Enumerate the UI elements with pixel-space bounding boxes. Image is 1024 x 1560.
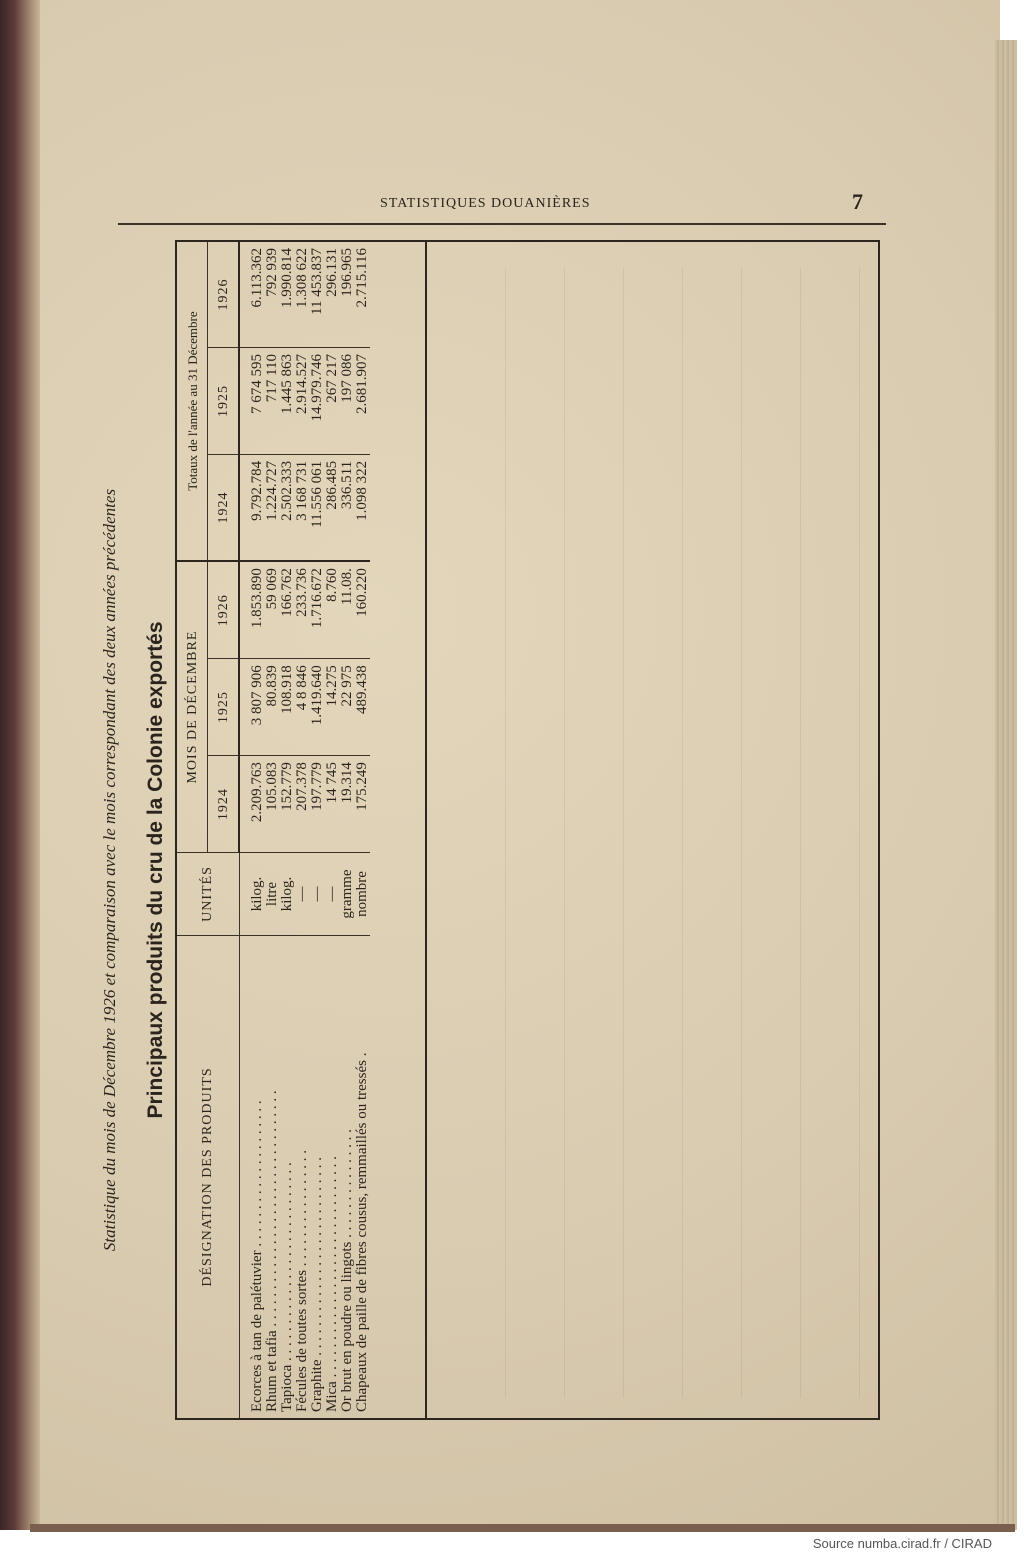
cell-totaux-1926: 1.990.814 — [279, 248, 295, 308]
cell-designation: Fécules de toutes sortes . . . . . . . . . . . . . . . . — [295, 936, 310, 1419]
table-bottom-rule — [425, 242, 427, 1418]
cell-mois-1925: 22 975 — [340, 659, 355, 756]
cell-totaux-1924: 1.224.727 — [265, 454, 280, 561]
cell-totaux-1926: 296.131 — [324, 248, 340, 297]
cell-designation: Graphite . . . . . . . . . . . . . . . . . . . . . . . . . . . — [310, 936, 325, 1419]
cell-totaux-1925: 717 110 — [265, 348, 280, 455]
running-head: STATISTIQUES DOUANIÈRES — [380, 196, 591, 211]
table-row — [325, 242, 340, 1418]
cell-designation: Mica . . . . . . . . . . . . . . . . . . . . . . . . . . . . . . — [325, 936, 340, 1419]
cell-totaux-1926: 1.308 622 — [294, 248, 310, 308]
col-mois-1925: 1925 — [208, 659, 240, 756]
col-totaux: Totaux de l'année au 31 Décembre — [177, 242, 208, 561]
cell-mois-1925: 80.839 — [265, 659, 280, 756]
cell-mois-1924: 197.779 — [310, 756, 325, 853]
cell-totaux-1924: 286.485 — [325, 454, 340, 561]
cell-totaux-1926: 196.965 — [339, 248, 355, 297]
cell-mois-1925: 4 8 846 — [295, 659, 310, 756]
cell-totaux-1925: 2.681.907 — [355, 348, 370, 455]
page-number: 7 — [852, 189, 863, 214]
cell-mois-1924: 19.314 — [340, 756, 355, 853]
table-row — [280, 242, 295, 1418]
table-row — [295, 242, 310, 1418]
cell-unit: — — [295, 853, 310, 936]
cell-mois-1925: 14.275 — [325, 659, 340, 756]
cell-mois-1925: 1.419.640 — [310, 659, 325, 756]
col-mois-1924: 1924 — [208, 756, 240, 853]
table-row — [355, 242, 370, 1418]
cell-mois-1926: 59 069 — [265, 561, 280, 659]
cell-totaux-1926: 11 453.837 — [309, 248, 325, 315]
cell-mois-1926: 1.716.672 — [310, 561, 325, 659]
bleed-through-lines — [447, 268, 867, 1398]
table-title: Principaux produits du cru de la Colonie exportés — [144, 621, 167, 1119]
cell-unit: kilog. — [280, 853, 295, 936]
cell-totaux-1924: 3 168 731 — [295, 454, 310, 561]
cell-totaux-1926: 792 939 — [264, 248, 280, 297]
cell-mois-1924: 105.083 — [265, 756, 280, 853]
cell-unit: — — [310, 853, 325, 936]
cell-totaux-1925: 197 086 — [340, 348, 355, 455]
col-mois: MOIS DE DÉCEMBRE — [177, 561, 208, 852]
source-credit: Source numba.cirad.fr / CIRAD — [812, 1536, 992, 1551]
cell-totaux-1924: 1.098 322 — [355, 454, 370, 561]
col-unites: UNITÉS — [177, 853, 239, 936]
cell-mois-1925: 489.438 — [355, 659, 370, 756]
cell-unit: nombre — [355, 853, 370, 936]
cell-totaux-1925: 267 217 — [325, 348, 340, 455]
cell-unit: litre — [265, 853, 280, 936]
col-mois-1926: 1926 — [208, 561, 240, 659]
cell-mois-1926: 166.762 — [280, 561, 295, 659]
header-rule — [118, 223, 886, 225]
cell-unit: gramme — [340, 853, 355, 936]
cell-designation: Or brut en poudre ou lingots . . . . . . . . . . . . . . . — [340, 936, 355, 1419]
cell-mois-1926: 8.760 — [325, 561, 340, 659]
rotated-table-block — [100, 240, 880, 1420]
book-spine — [0, 0, 40, 1530]
cell-totaux-1924: 2.502.333 — [280, 454, 295, 561]
cell-mois-1925: 108.918 — [280, 659, 295, 756]
table-frame — [175, 240, 880, 1420]
col-designation: DÉSIGNATION DES PRODUITS — [177, 936, 239, 1419]
col-totaux-1925: 1925 — [208, 348, 240, 455]
cell-mois-1925: 3 807 906 — [239, 659, 265, 756]
cell-totaux-1924: 336.511 — [340, 454, 355, 561]
cell-unit: — — [325, 853, 340, 936]
col-totaux-1924: 1924 — [208, 454, 240, 561]
table-row — [265, 242, 280, 1418]
table-row — [239, 242, 265, 1418]
cell-totaux-1925: 1.445 863 — [280, 348, 295, 455]
cell-mois-1926: 233.736 — [295, 561, 310, 659]
cell-totaux-1926: 2.715.116 — [354, 248, 370, 308]
cell-mois-1926: 160.220 — [355, 561, 370, 659]
cell-mois-1924: 152.779 — [280, 756, 295, 853]
cell-mois-1926: 1.853.890 — [239, 561, 265, 659]
cell-mois-1926: 11.08. — [340, 561, 355, 659]
cell-designation: Chapeaux de paille de fibres cousus, remmaillés ou tressés . — [355, 936, 370, 1419]
cell-totaux-1925: 14.979.746 — [310, 348, 325, 455]
cell-totaux-1924: 11.556 061 — [310, 454, 325, 561]
table-subtitle: Statistique du mois de Décembre 1926 et comparaison avec le mois correspondant des deux années précédentes — [100, 488, 119, 1252]
cell-designation: Ecorces à tan de palétuvier . . . . . . . . . . . . . . . . . . . . — [239, 936, 265, 1419]
col-totaux-1926: 1926 — [208, 242, 240, 348]
cell-designation: Rhum et tafia . . . . . . . . . . . . . . . . . . . . . . . . . . . . . . . . — [265, 936, 280, 1419]
table-row — [340, 242, 355, 1418]
cell-designation: Tapioca . . . . . . . . . . . . . . . . . . . . . . . . . . . — [280, 936, 295, 1419]
cell-mois-1924: 2.209.763 — [239, 756, 265, 853]
cell-totaux-1924: 9.792.784 — [239, 454, 265, 561]
cell-totaux-1925: 2.914.527 — [295, 348, 310, 455]
cell-mois-1924: 207.378 — [295, 756, 310, 853]
cell-totaux-1925: 7 674 595 — [239, 348, 265, 455]
book-cover-edge — [30, 1524, 1015, 1532]
exports-table — [177, 242, 370, 1418]
cell-mois-1924: 175.249 — [355, 756, 370, 853]
cell-mois-1924: 14 745 — [325, 756, 340, 853]
cell-totaux-1926: 6.113.362 — [249, 248, 265, 308]
cell-unit: kilog. — [239, 853, 265, 936]
page-edges — [995, 40, 1017, 1530]
table-row — [310, 242, 325, 1418]
